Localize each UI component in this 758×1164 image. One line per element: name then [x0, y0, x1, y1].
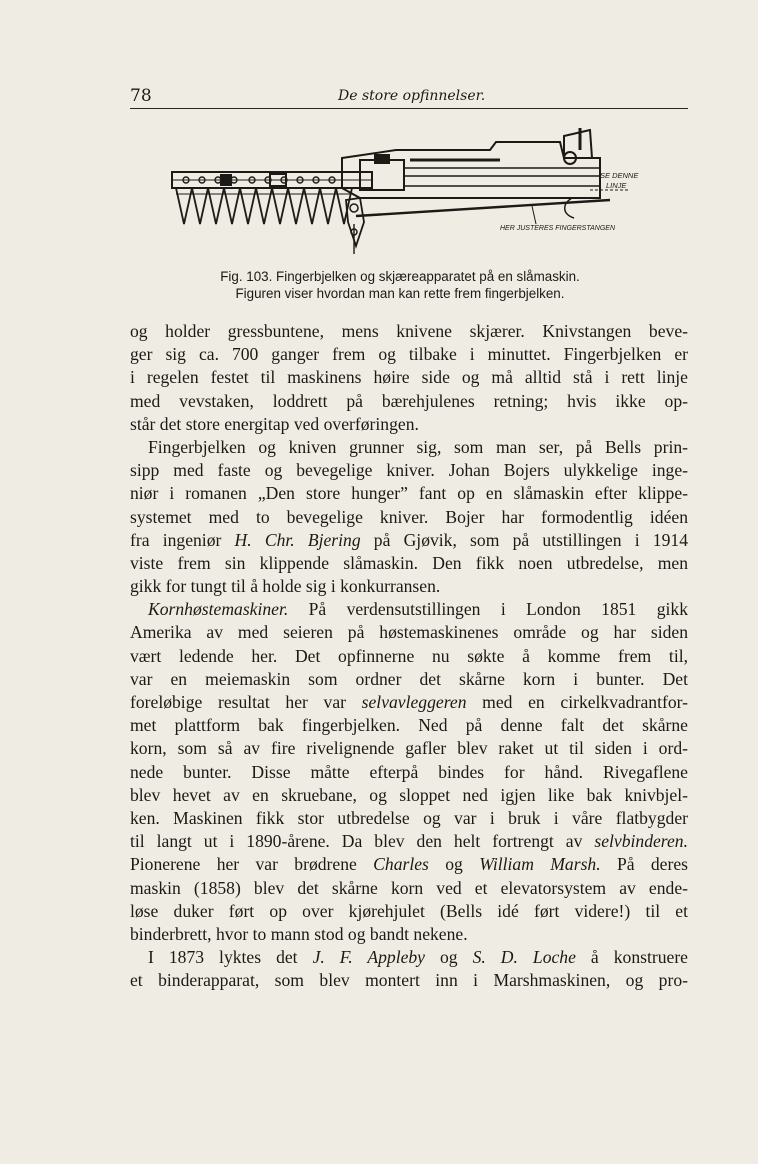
figure-label-line: LINJE — [606, 181, 627, 190]
caption-line: Fig. 103. Fingerbjelken og skjæreapparatet på en slåmaskin. — [220, 269, 580, 284]
text-run: fra ingeniør — [130, 529, 235, 550]
person-name: William Marsh. — [479, 854, 601, 875]
cutter-teeth — [176, 188, 352, 224]
figure-caption — [150, 268, 650, 302]
text-line — [130, 946, 688, 969]
term: selvavleggeren — [361, 692, 467, 712]
text-line: systemet med to bevegelige kniver. Bojer har formodentlig idéen — [130, 506, 688, 527]
text-run: til langt ut i 1890-årene. Da blev den helt fortrengt av — [130, 831, 595, 852]
text-line: Amerika av med seieren på høstemaskinenes område og har siden — [130, 622, 688, 643]
text-run: med en cirkelkvadrantfor- — [466, 692, 689, 712]
mower-illustration — [160, 128, 680, 264]
text-line: binderbrett, hvor to mann stod og bandt nekene. — [130, 923, 468, 944]
text-line: ger sig ca. 700 ganger frem og tilbake i minuttet. Fingerbjelken er — [130, 344, 688, 365]
text-line: maskin (1858) blev det skårne korn ved et elevatorsystem av ende- — [130, 877, 688, 898]
person-name: J. F. Appleby — [312, 947, 425, 968]
text-line: med vevstaken, loddrett på bærehjulenes retning; hvis ikke op- — [130, 390, 688, 411]
text-line: blev hevet av en skruebane, og sloppet ned igjen like bak knivbjel- — [130, 784, 688, 805]
text-run: og — [425, 947, 473, 968]
text-run: og — [428, 854, 480, 875]
text-line: et binderapparat, som blev montert inn i Marshmaskinen, og pro- — [130, 970, 688, 991]
text-run: foreløbige resultat her var — [130, 692, 362, 712]
figure-label-bottom: HER JUSTERES FINGERSTANGEN — [500, 225, 615, 232]
figure-mower-finger-bar — [160, 128, 680, 264]
text-line: korn, som så av fire rivelignende gafler blev raket ut til siden i ord- — [130, 738, 688, 759]
text-line — [130, 853, 688, 876]
text-line: løse duker ført op over kjørehjulet (Bells idé ført videre!) til et — [130, 900, 688, 921]
text-run: På verdensutstillingen i London 1851 gikk — [288, 599, 688, 620]
term: selvbinderen. — [594, 831, 688, 852]
text-line: niør i romanen „Den store hunger” fant op en slåmaskin efter klippe- — [130, 483, 688, 504]
text-line: og holder gressbuntene, mens knivene skjærer. Knivstangen beve- — [130, 321, 688, 341]
text-run: I 1873 lyktes det — [148, 947, 313, 968]
page-number: 78 — [130, 86, 152, 106]
figure-label-top: SE DENNE — [600, 171, 639, 180]
text-run: På deres — [600, 854, 689, 875]
text-line: sipp med faste og bevegelige kniver. Johan Bojers ulykkelige inge- — [130, 460, 688, 481]
text-line: Fingerbjelken og kniven grunner sig, som man ser, på Bells prin- — [148, 436, 688, 457]
text-run: å konstruere — [575, 947, 688, 968]
section-heading: Kornhøstemaskiner. — [148, 599, 289, 620]
person-name: Charles — [373, 854, 429, 875]
text-line: ken. Maskinen fikk stor utbredelse og var i bruk i våre flatbygder — [130, 807, 688, 828]
text-line: i regelen festet til maskinens høire side og må alltid stå i rett linje — [130, 367, 688, 388]
text-run: på Gjøvik, som på utstillingen i 1914 — [360, 529, 688, 550]
text-line: gikk for tungt til å holde sig i konkurransen. — [130, 576, 441, 597]
text-line — [130, 598, 688, 621]
caption-line: Figuren viser hvordan man kan rette frem fingerbjelken. — [235, 286, 565, 301]
person-name: S. D. Loche — [472, 947, 576, 968]
page-header — [130, 86, 688, 109]
text-line: met plattform bak fingerbjelken. Ned på denne falt det skårne — [130, 715, 688, 736]
text-line — [130, 529, 688, 552]
text-line — [130, 691, 688, 714]
text-line: står det store energitap ved overføringen. — [130, 413, 419, 434]
text-line: var en meiemaskin som ordner det skårne korn i bunter. Det — [130, 668, 688, 689]
running-title: De store opfinnelser. — [338, 88, 486, 104]
person-name: H. Chr. Bjering — [234, 529, 361, 550]
body-text — [130, 320, 688, 992]
text-run: Pionerene her var brødrene — [130, 854, 374, 875]
adjusting-rod — [356, 200, 610, 216]
text-line: vært ledende her. Det opfinnerne nu søkte å komme frem til, — [130, 645, 688, 666]
text-line: viste frem sin klippende slåmaskin. Den fikk noen utbredelse, men — [130, 552, 688, 573]
text-line — [130, 830, 688, 853]
text-line: nede bunter. Disse måtte efterpå bindes for hånd. Rivegaflene — [130, 761, 688, 782]
